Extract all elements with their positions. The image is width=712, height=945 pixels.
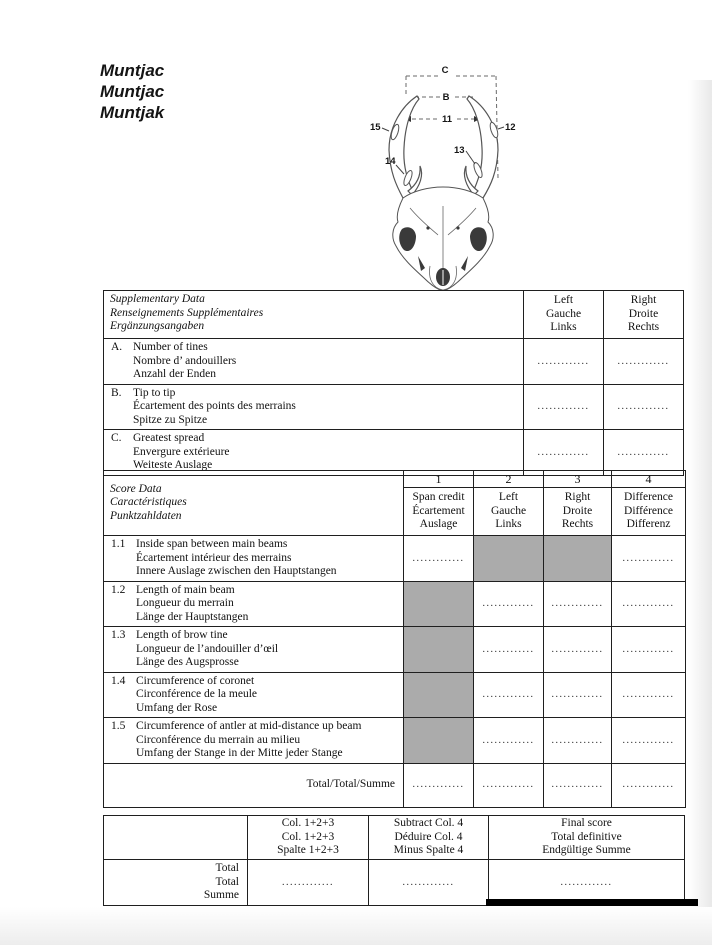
blocked-cell xyxy=(404,672,474,718)
supplementary-row-A-label: A. Number of tines Nombre d’ andouillers Anzahl der Enden xyxy=(104,339,524,385)
score-col2-number: 2 xyxy=(474,471,544,488)
score-col4-header: Difference Différence Differenz xyxy=(612,488,686,536)
page-title xyxy=(100,60,164,123)
page-edge-shadow-bottom xyxy=(0,907,712,945)
entry-field-dotted: ............. xyxy=(612,581,686,627)
entry-field-dotted: ............. xyxy=(604,384,684,430)
diagram-label-12: 12 xyxy=(505,122,516,133)
entry-field-dotted: ............. xyxy=(524,430,604,476)
final-total-label: Total Total Summe xyxy=(104,860,248,906)
final-header-empty xyxy=(104,816,248,860)
final-header-finalscore: Final score Total definitive Endgültige Summe xyxy=(489,816,685,860)
entry-field-dotted: ............. xyxy=(544,718,612,764)
score-row-1-2-label: 1.2 Length of main beam Longueur du merrain Länge der Hauptstangen xyxy=(104,581,404,627)
supplementary-row-C-label: C. Greatest spread Envergure extérieure Weiteste Auslage xyxy=(104,430,524,476)
final-header-subtract: Subtract Col. 4 Déduire Col. 4 Minus Spalte 4 xyxy=(369,816,489,860)
score-col2-header: Left Gauche Links xyxy=(474,488,544,536)
entry-field-dotted: ............. xyxy=(612,536,686,582)
entry-field-dotted: ............. xyxy=(474,718,544,764)
score-col3-header: Right Droite Rechts xyxy=(544,488,612,536)
table-row xyxy=(104,763,686,807)
entry-field-dotted: ............. xyxy=(544,581,612,627)
table-row xyxy=(104,627,686,673)
table-row xyxy=(104,536,686,582)
final-score-underline-bar xyxy=(486,899,698,906)
entry-field-dotted: ............. xyxy=(604,339,684,385)
supplementary-row-B-label: B. Tip to tip Écartement des points des merrains Spitze zu Spitze xyxy=(104,384,524,430)
entry-field-dotted: ............. xyxy=(612,627,686,673)
score-col1-number: 1 xyxy=(404,471,474,488)
score-col4-number: 4 xyxy=(612,471,686,488)
entry-field-dotted: ............. xyxy=(404,536,474,582)
diagram-label-14: 14 xyxy=(385,156,396,167)
table-row xyxy=(104,581,686,627)
entry-field-dotted: ............. xyxy=(612,718,686,764)
diagram-label-B: B xyxy=(442,92,450,103)
entry-field-dotted: ............. xyxy=(404,763,474,807)
entry-field-dotted: ............. xyxy=(489,860,685,906)
table-row xyxy=(104,718,686,764)
blocked-cell xyxy=(404,718,474,764)
blocked-cell xyxy=(544,536,612,582)
table-row xyxy=(104,672,686,718)
entry-field-dotted: ............. xyxy=(544,627,612,673)
entry-field-dotted: ............. xyxy=(248,860,369,906)
entry-field-dotted: ............. xyxy=(474,581,544,627)
entry-field-dotted: ............. xyxy=(544,763,612,807)
supplementary-header-right: Right Droite Rechts xyxy=(604,291,684,339)
title-line-en: Muntjac xyxy=(100,61,165,80)
entry-field-dotted: ............. xyxy=(604,430,684,476)
score-title: Score Data Caractéristiques Punktzahldaten xyxy=(104,471,404,536)
score-table xyxy=(103,470,686,808)
entry-field-dotted: ............. xyxy=(612,763,686,807)
skull-diagram xyxy=(358,58,530,290)
entry-field-dotted: ............. xyxy=(474,672,544,718)
title-line-fr: Muntjac xyxy=(100,82,165,101)
entry-field-dotted: ............. xyxy=(474,763,544,807)
score-row-1-1-label: 1.1 Inside span between main beams Écartement intérieur des merrains Innere Auslage zwischen den Hauptstangen xyxy=(104,536,404,582)
supplementary-header-left: Left Gauche Links xyxy=(524,291,604,339)
entry-field-dotted: ............. xyxy=(612,672,686,718)
entry-field-dotted: ............. xyxy=(524,384,604,430)
entry-field-dotted: ............. xyxy=(474,627,544,673)
diagram-label-13: 13 xyxy=(454,145,465,156)
blocked-cell xyxy=(404,581,474,627)
table-row xyxy=(104,339,684,385)
score-row-1-4-label: 1.4 Circumference of coronet Circonférence de la meule Umfang der Rose xyxy=(104,672,404,718)
supplementary-table xyxy=(103,290,684,476)
entry-field-dotted: ............. xyxy=(524,339,604,385)
entry-field-dotted: ............. xyxy=(544,672,612,718)
score-col3-number: 3 xyxy=(544,471,612,488)
score-total-label: Total/Total/Summe xyxy=(104,763,404,807)
table-row xyxy=(104,384,684,430)
final-header-col123: Col. 1+2+3 Col. 1+2+3 Spalte 1+2+3 xyxy=(248,816,369,860)
table-row xyxy=(104,430,684,476)
title-line-de: Muntjak xyxy=(100,103,165,122)
diagram-label-15: 15 xyxy=(370,122,381,133)
blocked-cell xyxy=(474,536,544,582)
final-score-table xyxy=(103,815,685,906)
score-col1-header: Span credit Écartement Auslage xyxy=(404,488,474,536)
supplementary-title: Supplementary Data Renseignements Supplémentaires Ergänzungsangaben xyxy=(104,291,524,339)
score-row-1-5-label: 1.5 Circumference of antler at mid-distance up beam Circonférence du merrain au milieu Umfang der Stange in der Mitte jeder Stange xyxy=(104,718,404,764)
page-edge-shadow-right xyxy=(688,80,712,945)
diagram-label-C: C xyxy=(441,65,449,76)
blocked-cell xyxy=(404,627,474,673)
diagram-label-11: 11 xyxy=(441,114,453,125)
entry-field-dotted: ............. xyxy=(369,860,489,906)
score-row-1-3-label: 1.3 Length of brow tine Longueur de l’andouiller d’œil Länge des Augsprosse xyxy=(104,627,404,673)
